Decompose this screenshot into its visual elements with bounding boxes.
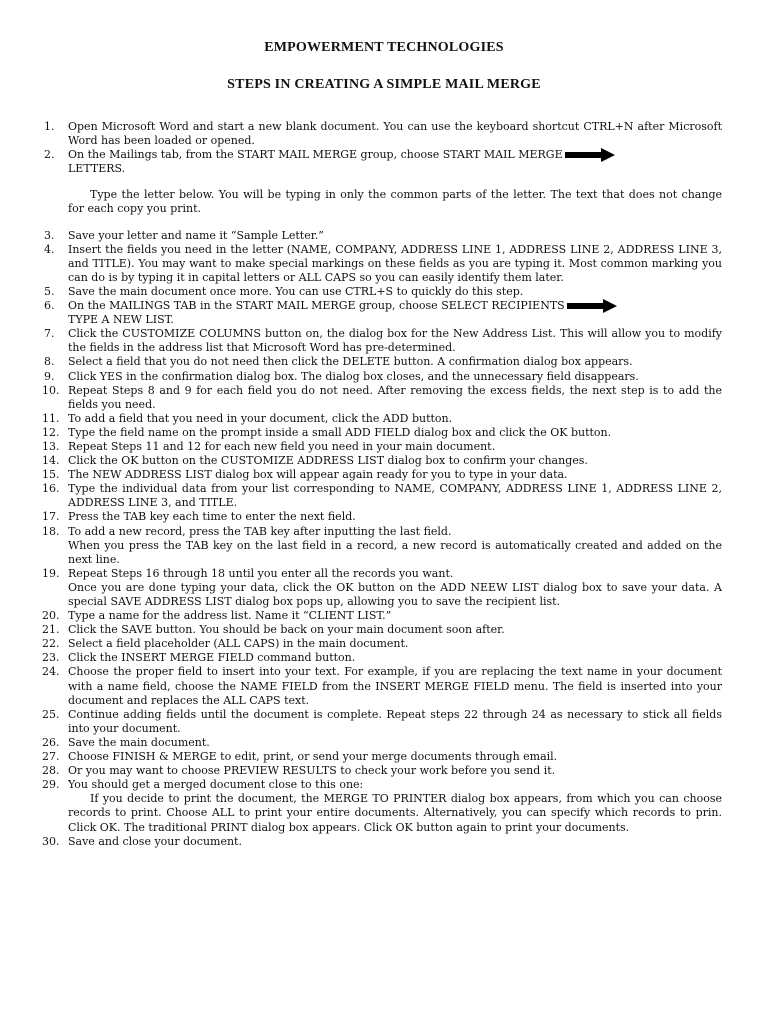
- steps-list: [44, 120, 722, 849]
- step-30: [44, 835, 722, 849]
- step-27: [44, 750, 722, 764]
- step-20: [44, 609, 722, 623]
- step-text: Save the main document once more. You can use CTRL+S to quickly do this step.: [68, 284, 524, 298]
- step-15: [44, 468, 722, 482]
- step-text: Repeat Steps 16 through 18 until you enter all the records you want.: [68, 566, 454, 580]
- step-26: [44, 736, 722, 750]
- step-19-note: Once you are done typing your data, click the OK button on the ADD NEEW LIST dialog box to save your data. A special SAVE ADDRESS LIST dialog box pops up, allowing you to save the recipient list.: [68, 580, 722, 608]
- page-subtitle: STEPS IN CREATING A SIMPLE MAIL MERGE: [227, 77, 541, 92]
- step-text-continued: TYPE A NEW LIST.: [68, 313, 174, 327]
- step-29: [44, 778, 722, 792]
- step-4: [44, 243, 722, 285]
- step-number: 4.: [44, 242, 55, 256]
- step-21: [44, 623, 722, 637]
- step-17: [44, 510, 722, 524]
- step-text-continued: LETTERS.: [68, 162, 126, 176]
- step-11: [44, 412, 722, 426]
- step-text: Save and close your document.: [68, 834, 242, 848]
- step-2: [44, 148, 722, 176]
- step-number: 6.: [44, 299, 55, 313]
- step-number: 28.: [42, 764, 60, 778]
- step-number: 5.: [44, 284, 55, 298]
- step-number: 9.: [44, 369, 55, 383]
- step-number: 21.: [42, 623, 60, 637]
- step-number: 22.: [42, 637, 60, 651]
- step-9: [44, 370, 722, 384]
- step-number: 17.: [42, 510, 60, 524]
- step-note: Type the letter below. You will be typing in only the common parts of the letter. The text that does not change for each copy you print.: [68, 188, 722, 216]
- step-number: 11.: [42, 411, 60, 425]
- step-text: Repeat Steps 8 and 9 for each field you do not need. After removing the excess fields, the next step is to add the fields you need.: [68, 383, 722, 411]
- step-number: 8.: [44, 355, 55, 369]
- step-text: Click the INSERT MERGE FIELD command button.: [68, 651, 356, 665]
- step-text: Click the OK button on the CUSTOMIZE ADDRESS LIST dialog box to confirm your changes.: [68, 454, 588, 468]
- step-text: Select a field that you do not need then click the DELETE button. A confirmation dialog box appears.: [68, 355, 633, 369]
- step-text: On the Mailings tab, from the START MAIL MERGE group, choose START MAIL MERGE: [68, 148, 563, 162]
- step-13: [44, 440, 722, 454]
- step-29-note: If you decide to print the document, the MERGE TO PRINTER dialog box appears, from which you can choose records to print. Choose ALL to print your entire documents. Alternatively, you can specify which records to prin. Click OK. The traditional PRINT dialog box appears. Click OK button again to print your documents.: [68, 792, 722, 834]
- step-number: 27.: [42, 750, 60, 764]
- step-number: 10.: [42, 383, 60, 397]
- step-text: Type the individual data from your list corresponding to NAME, COMPANY, ADDRESS LINE 1, ADDRESS LINE 2, ADDRESS LINE 3, and TITLE.: [68, 482, 722, 510]
- step-text: Click the CUSTOMIZE COLUMNS button on, the dialog box for the New Address List. This will allow you to modify the fields in the address list that Microsoft Word has pre-determined.: [68, 327, 722, 355]
- step-text: Save your letter and name it “Sample Letter.”: [68, 228, 324, 242]
- step-24: [44, 665, 722, 707]
- step-number: 15.: [42, 468, 60, 482]
- page-title: EMPOWERMENT TECHNOLOGIES: [264, 40, 504, 55]
- step-text: Type the field name on the prompt inside a small ADD FIELD dialog box and click the OK button.: [68, 425, 612, 439]
- step-number: 2.: [44, 148, 55, 162]
- step-14: [44, 454, 722, 468]
- step-number: 24.: [42, 665, 60, 679]
- step-text: To add a field that you need in your document, click the ADD button.: [68, 411, 453, 425]
- step-25: [44, 708, 722, 736]
- step-text: Select a field placeholder (ALL CAPS) in the main document.: [68, 637, 409, 651]
- step-5: [44, 285, 722, 299]
- step-22: [44, 637, 722, 651]
- arrow-right-icon: [565, 148, 615, 162]
- step-number: 19.: [42, 566, 60, 580]
- step-text: Repeat Steps 11 and 12 for each new field you need in your main document.: [68, 439, 496, 453]
- step-text: Or you may want to choose PREVIEW RESULTS to check your work before you send it.: [68, 764, 556, 778]
- step-1: [44, 120, 722, 148]
- step-number: 14.: [42, 454, 60, 468]
- step-text: Continue adding fields until the document is complete. Repeat steps 22 through 24 as necessary to stick all fields into your document.: [68, 707, 722, 735]
- arrow-right-icon: [567, 299, 617, 313]
- step-text: Open Microsoft Word and start a new blank document. You can use the keyboard shortcut CTRL+N after Microsoft Word has been loaded or opened.: [68, 120, 722, 148]
- step-text: To add a new record, press the TAB key after inputting the last field.: [68, 524, 452, 538]
- step-number: 25.: [42, 707, 60, 721]
- step-text: Choose FINISH & MERGE to edit, print, or send your merge documents through email.: [68, 750, 558, 764]
- step-text: Save the main document.: [68, 735, 210, 749]
- step-number: 16.: [42, 482, 60, 496]
- step-8: [44, 355, 722, 369]
- step-number: 1.: [44, 120, 55, 133]
- step-28: [44, 764, 722, 778]
- step-text: The NEW ADDRESS LIST dialog box will appear again ready for you to type in your data.: [68, 468, 568, 482]
- step-text: You should get a merged document close to this one:: [68, 778, 364, 792]
- step-18-note: When you press the TAB key on the last field in a record, a new record is automatically created and added on the next line.: [68, 538, 722, 566]
- step-number: 26.: [42, 735, 60, 749]
- step-number: 20.: [42, 609, 60, 623]
- step-7: [44, 327, 722, 355]
- step-6: [44, 299, 722, 327]
- step-16: [44, 482, 722, 510]
- step-text: Type a name for the address list. Name it “CLIENT LIST.”: [68, 609, 392, 623]
- step-number: 30.: [42, 834, 60, 848]
- step-text: Insert the fields you need in the letter (NAME, COMPANY, ADDRESS LINE 1, ADDRESS LINE 2, ADDRESS LINE 3, and TITLE). You may want to make special markings on these fields as you are typing it. Most common marking you can do is by typing it in capital letters or ALL CAPS so you can easily identify them later.: [68, 242, 722, 284]
- step-number: 29.: [42, 778, 60, 792]
- step-text: On the MAILINGS TAB in the START MAIL MERGE group, choose SELECT RECIPIENTS: [68, 299, 565, 313]
- step-3: [44, 229, 722, 243]
- step-number: 7.: [44, 327, 55, 341]
- step-text: Choose the proper field to insert into your text. For example, if you are replacing the text name in your document with a name field, choose the NAME FIELD from the INSERT MERGE FIELD menu. The field is inserted into your document and replaces the ALL CAPS text.: [68, 665, 722, 707]
- step-text: Press the TAB key each time to enter the next field.: [68, 510, 356, 524]
- step-23: [44, 651, 722, 665]
- step-number: 18.: [42, 524, 60, 538]
- step-number: 3.: [44, 228, 55, 242]
- step-number: 12.: [42, 425, 60, 439]
- step-18: [44, 525, 722, 539]
- step-12: [44, 426, 722, 440]
- step-number: 13.: [42, 439, 60, 453]
- step-10: [44, 384, 722, 412]
- step-text: Click YES in the confirmation dialog box. The dialog box closes, and the unnecessary field disappears.: [68, 369, 639, 383]
- step-number: 23.: [42, 651, 60, 665]
- step-text: Click the SAVE button. You should be back on your main document soon after.: [68, 623, 505, 637]
- step-19: [44, 567, 722, 581]
